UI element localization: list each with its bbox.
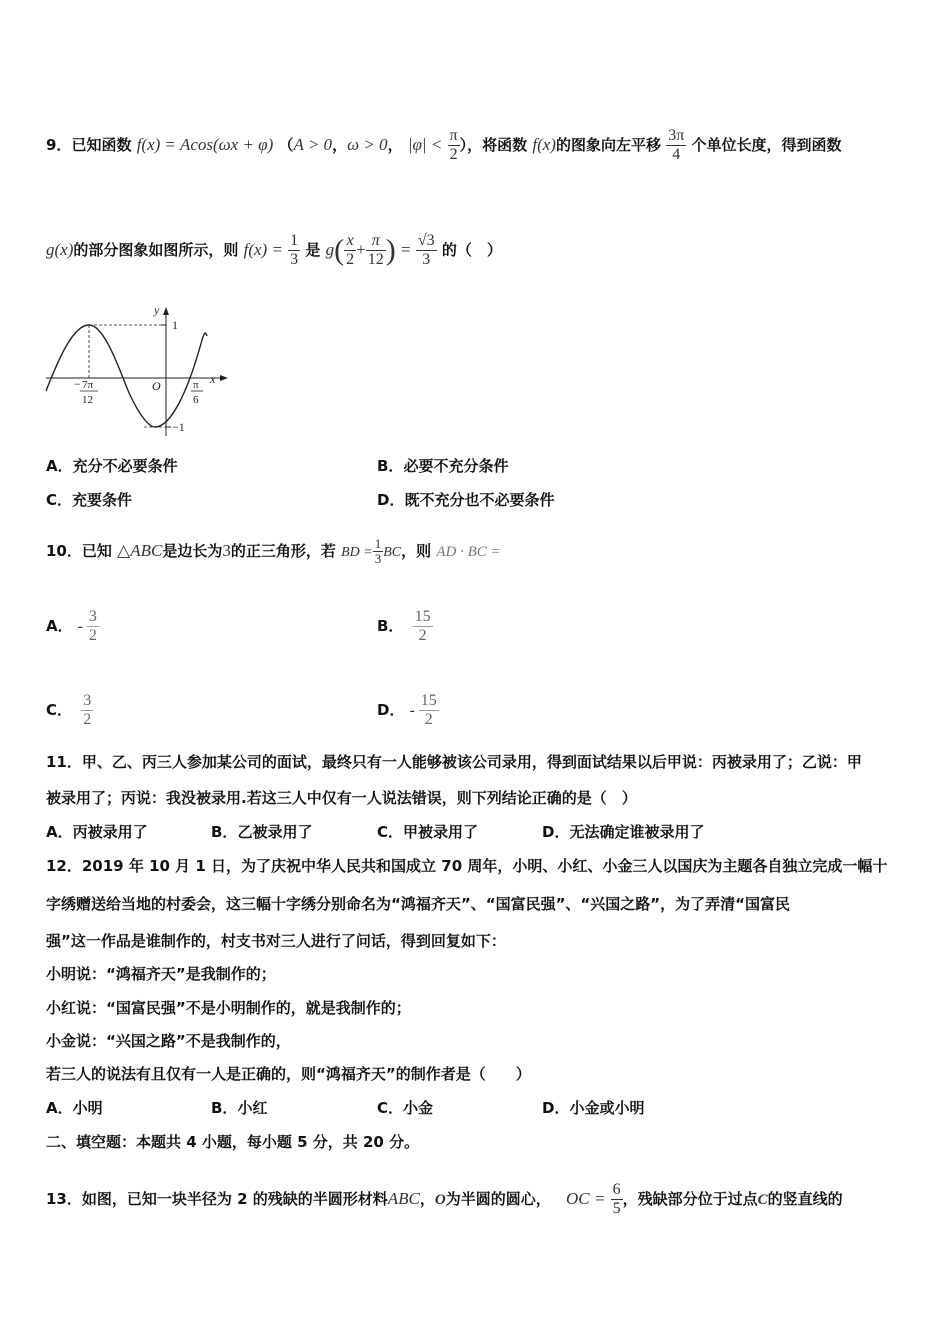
- q12-line6: 小金说：“兴国之路”不是我制作的，: [46, 1032, 291, 1050]
- q12-option-d[interactable]: D．小金或小明: [542, 1099, 645, 1117]
- q11-option-d[interactable]: D．无法确定谁被录用了: [542, 823, 705, 841]
- q12-line7: 若三人的说法有且仅有一人是正确的，则“鸿福齐天”的制作者是（ ）: [46, 1065, 531, 1083]
- section2-title: 二、填空题：本题共 4 小题，每小题 5 分，共 20 分。: [46, 1133, 420, 1151]
- q9-cosine-graph: [42, 300, 242, 440]
- q9-number: 9．: [46, 136, 72, 154]
- q9-option-c[interactable]: C．充要条件: [46, 491, 133, 509]
- q11-line2: 被录用了；丙说：我没被录用.若这三人中仅有一人说法错误，则下列结论正确的是（ ）: [46, 789, 637, 807]
- q12-option-b[interactable]: B．小红: [211, 1099, 268, 1117]
- q10-option-a[interactable]: A． - $\frac{3}{2}$: [46, 608, 97, 644]
- graph-y-bot: −1: [172, 420, 185, 434]
- q12-line2: 字绣赠送给当地的村委会，这三幅十字绣分别命名为“鸿福齐天”、“国富民强”、“兴国之路”，为了弄清“国富民: [46, 895, 791, 913]
- q11-line1: 11．甲、乙、丙三人参加某公司的面试，最终只有一人能够被该公司录用，得到面试结果以后甲说：丙被录用了；乙说：甲: [46, 753, 862, 771]
- q10-line: 10．已知 △ABC是边长为3的正三角形，若 BD = $\frac{1}{3}$ BC，则 AD · BC =: [46, 536, 501, 566]
- q9-one-third: $\frac{1}{3}$: [290, 232, 299, 268]
- q9-option-a[interactable]: A．充分不必要条件: [46, 457, 178, 475]
- q12-line5: 小红说：“国富民强”不是小明制作的，就是我制作的；: [46, 999, 411, 1017]
- q12-option-a[interactable]: A．小明: [46, 1099, 103, 1117]
- graph-origin: O: [152, 379, 161, 393]
- q9-line1: 9．已知函数 f(x) = Acos(ωx + φ) （A > 0，ω > 0， |φ| < $\frac{\pi}{2}$ ），将函数 f(x)的图象向左平移 $\frac{3\pi}{4}$ 个单位长度，得到函数: [46, 127, 842, 163]
- graph-y-top: 1: [172, 318, 178, 332]
- q9-pi-over-2: $\frac{\pi}{2}$: [449, 127, 458, 163]
- graph-x-right-num: π: [193, 379, 199, 391]
- q10-option-d[interactable]: D． - $\frac{15}{2}$: [377, 692, 437, 728]
- q12-line1: 12．2019 年 10 月 1 日，为了庆祝中华人民共和国成立 70 周年，小明、小红、小金三人以国庆为主题各自独立完成一幅十: [46, 857, 888, 875]
- q12-line3: 强”这一作品是谁制作的，村支书对三人进行了问话，得到回复如下：: [46, 932, 506, 950]
- q13-line1: 13．如图，已知一块半径为 2 的残缺的半圆形材料ABC，O为半圆的圆心， OC = $\frac{6}{5}$ ，残缺部分位于过点C的竖直线的: [46, 1181, 843, 1217]
- q9-sqrt3-over-3: $\frac{√3}{3}$: [417, 232, 435, 268]
- q10-option-b[interactable]: B． $\frac{15}{2}$: [377, 608, 431, 644]
- q10-number: 10．: [46, 542, 82, 560]
- graph-x-right-den: 6: [193, 394, 199, 406]
- q9-shift-fraction: $\frac{3\pi}{4}$: [668, 127, 685, 163]
- q10-dot-product: AD · BC =: [436, 544, 501, 560]
- q13-oc-fraction: $\frac{6}{5}$: [612, 1181, 621, 1217]
- q9-option-b[interactable]: B．必要不充分条件: [377, 457, 509, 475]
- q11-option-a[interactable]: A．丙被录用了: [46, 823, 148, 841]
- q9-line2: g(x)的部分图象如图所示，则 f(x) = $\frac{1}{3}$ 是 g( $\frac{x}{2}$ + $\frac{\pi}{12}$ ) = $\frac{√3}{3}$ 的（ ）: [46, 232, 502, 268]
- graph-x-left-num: 7π: [82, 379, 94, 391]
- graph-x-left-den: 12: [82, 394, 93, 406]
- q10-option-c[interactable]: C． $\frac{3}{2}$: [46, 692, 92, 728]
- q12-option-c[interactable]: C．小金: [377, 1099, 434, 1117]
- q11-option-b[interactable]: B．乙被录用了: [211, 823, 313, 841]
- q12-line4: 小明说：“鸿福齐天”是我制作的；: [46, 965, 276, 983]
- graph-x-label: x: [210, 372, 216, 386]
- graph-x-left-sign: −: [74, 377, 81, 391]
- q9-fx-definition: f(x) = Acos(ωx + φ): [136, 135, 274, 154]
- graph-y-label: y: [154, 303, 160, 317]
- q9-option-d[interactable]: D．既不充分也不必要条件: [377, 491, 555, 509]
- q11-option-c[interactable]: C．甲被录用了: [377, 823, 479, 841]
